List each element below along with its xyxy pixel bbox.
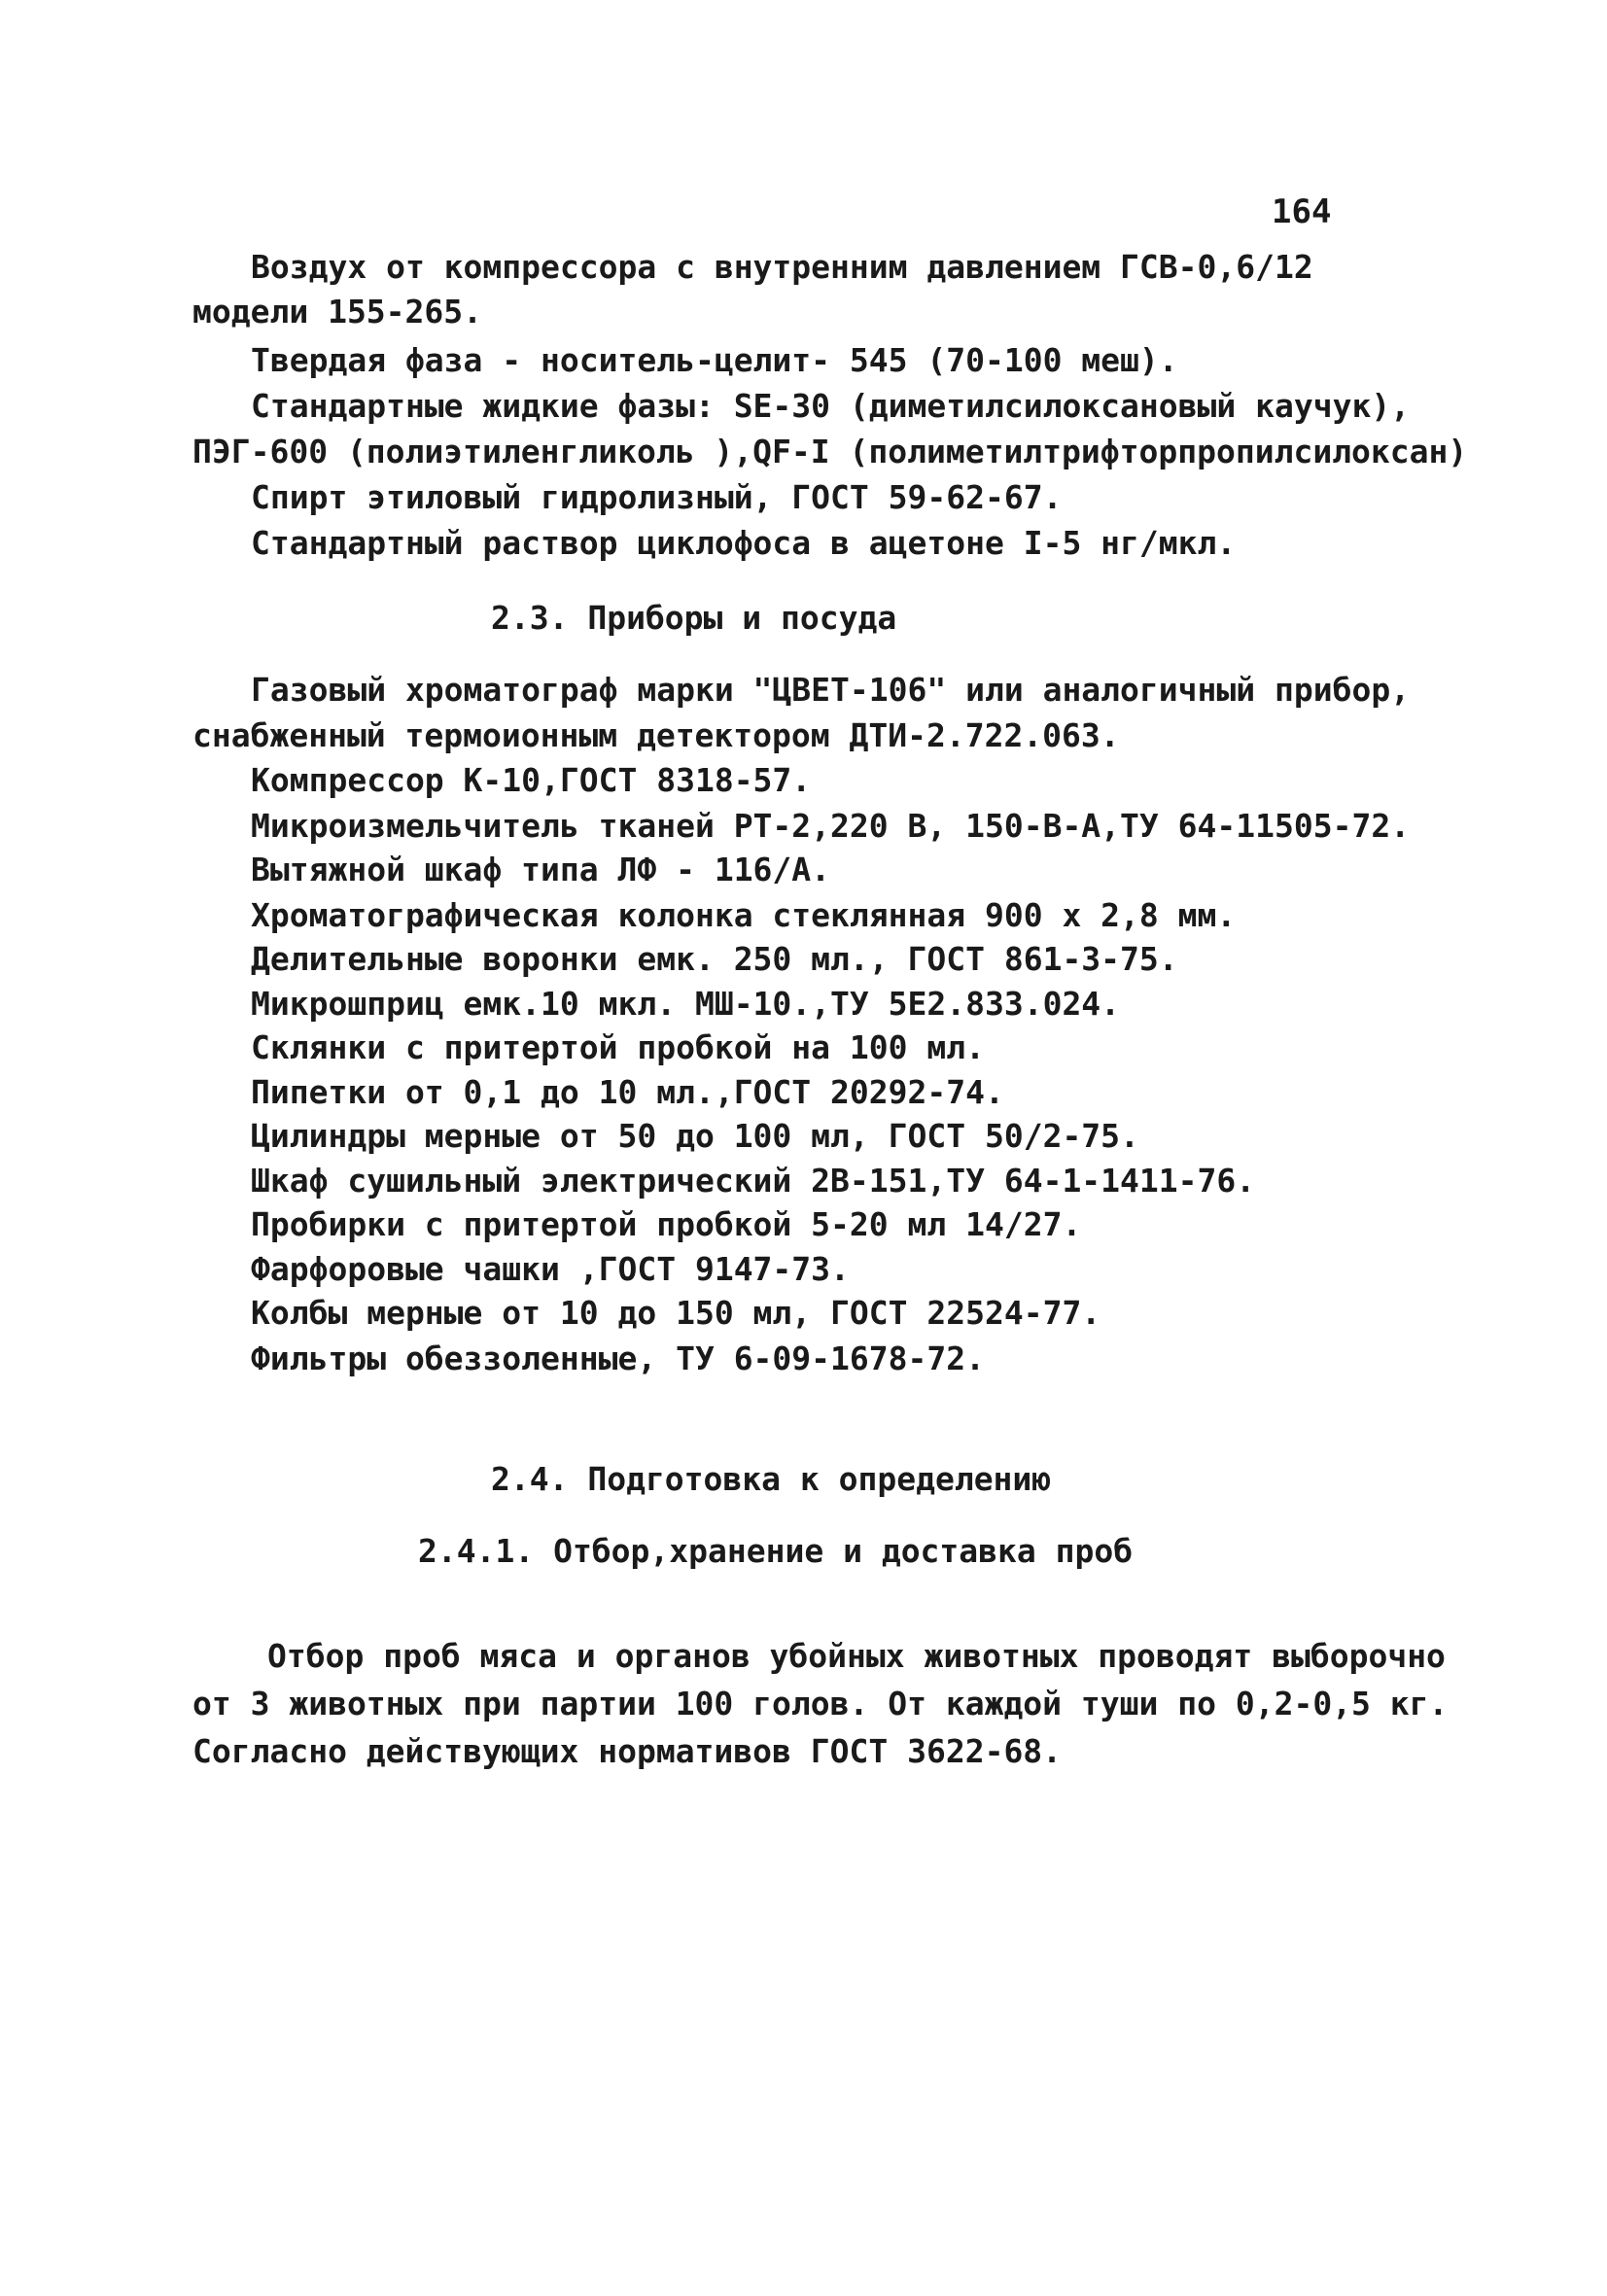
paragraph-line: от 3 животных при партии 100 голов. От каждой туши по 0,2-0,5 кг. <box>192 1685 1449 1722</box>
equipment-line: Компрессор К-10,ГОСТ 8318-57. <box>251 761 812 799</box>
equipment-line: Склянки с притертой пробкой на 100 мл. <box>251 1028 985 1066</box>
equipment-line: Фарфоровые чашки ,ГОСТ 9147-73. <box>251 1250 850 1288</box>
equipment-line: Пробирки с притертой пробкой 5-20 мл 14/27. <box>251 1205 1082 1243</box>
equipment-line: Цилиндры мерные от 50 до 100 мл, ГОСТ 50/2-75. <box>251 1117 1139 1155</box>
materials-line: Стандартные жидкие фазы: SE-30 (диметилсилоксановый каучук), <box>251 387 1411 425</box>
paragraph-line: Согласно действующих нормативов ГОСТ 3622-68. <box>192 1732 1063 1770</box>
paragraph-line: Отбор проб мяса и органов убойных животных проводят выборочно <box>267 1637 1446 1675</box>
section-heading: 2.4. Подготовка к определению <box>491 1460 1052 1498</box>
equipment-line: Хроматографическая колонка стеклянная 900 х 2,8 мм. <box>251 896 1237 934</box>
equipment-line: Делительные воронки емк. 250 мл., ГОСТ 861-3-75. <box>251 940 1178 978</box>
equipment-line: Фильтры обеззоленные, ТУ 6-09-1678-72. <box>251 1339 985 1377</box>
equipment-line: Шкаф сушильный электрический 2В-151,ТУ 64-1-1411-76. <box>251 1162 1256 1200</box>
materials-line: Твердая фаза - носитель-целит- 545 (70-100 меш). <box>251 341 1178 379</box>
page-number: 164 <box>1272 192 1332 231</box>
materials-line: Стандартный раствор циклофоса в ацетоне I-5 нг/мкл. <box>251 524 1237 562</box>
materials-line: Спирт этиловый гидролизный, ГОСТ 59-62-67. <box>251 478 1063 516</box>
materials-line: ПЭГ-600 (полиэтиленгликоль ),QF-I (полиметилтрифторпропилсилоксан) <box>192 433 1468 470</box>
equipment-line: Вытяжной шкаф типа ЛФ - 116/А. <box>251 851 831 888</box>
equipment-line: Газовый хроматограф марки "ЦВЕТ-106" или аналогичный прибор, <box>251 671 1411 709</box>
equipment-line: Колбы мерные от 10 до 150 мл, ГОСТ 22524-77. <box>251 1294 1101 1332</box>
equipment-line: Микрошприц емк.10 мкл. МШ-10.,ТУ 5Е2.833.024. <box>251 985 1121 1023</box>
equipment-line: снабженный термоионным детектором ДТИ-2.722.063. <box>192 716 1120 754</box>
equipment-line: Микроизмельчитель тканей РТ-2,220 В, 150-В-А,ТУ 64-11505-72. <box>251 807 1411 845</box>
materials-line: модели 155-265. <box>192 293 483 330</box>
equipment-line: Пипетки от 0,1 до 10 мл.,ГОСТ 20292-74. <box>251 1073 1004 1111</box>
subsection-heading: 2.4.1. Отбор,хранение и доставка проб <box>418 1532 1134 1570</box>
section-heading: 2.3. Приборы и посуда <box>491 599 897 637</box>
materials-line: Воздух от компрессора с внутренним давлением ГСВ-0,6/12 <box>251 248 1313 286</box>
